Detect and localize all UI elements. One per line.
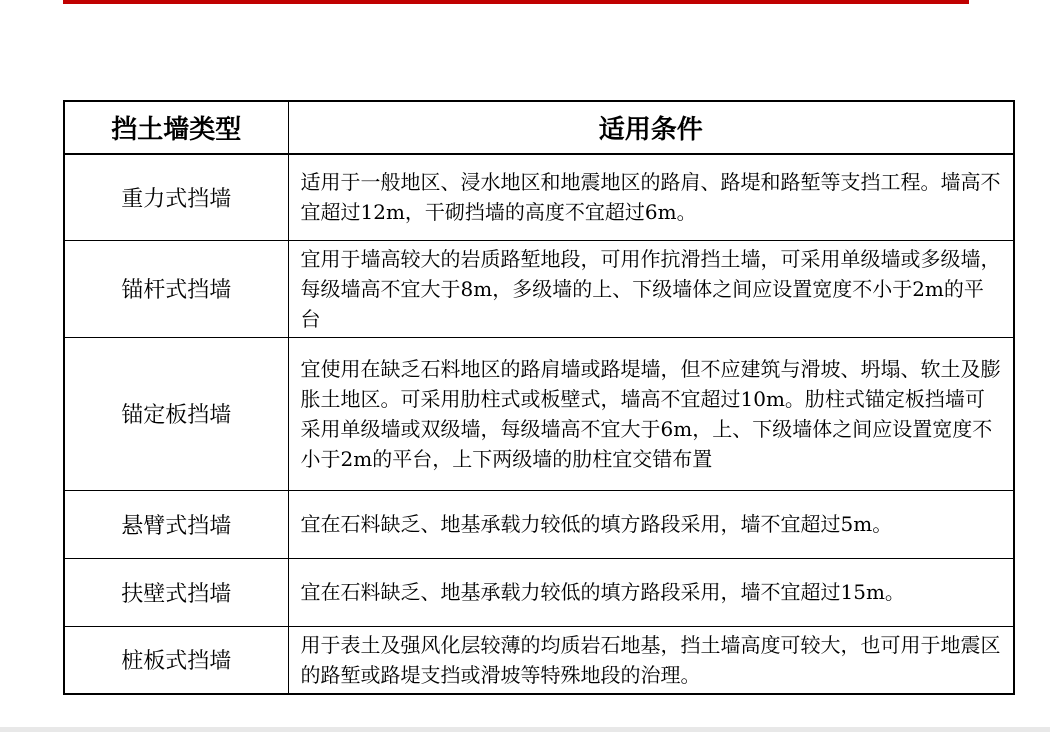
table-row <box>64 490 1014 558</box>
condition-text: 宜在石料缺乏、地基承载力较低的填方路段采用，墙不宜超过5m。 <box>300 512 893 536</box>
bottom-gray-band <box>0 727 1050 732</box>
table-row <box>64 626 1014 694</box>
table-row <box>64 337 1014 490</box>
table-header-row <box>64 101 1014 154</box>
condition-text: 用于表土及强风化层较薄的均质岩石地基，挡土墙高度可较大，也可用于地震区的路堑或路堤支挡或滑坡等特殊地段的治理。 <box>300 632 1001 687</box>
table-row <box>64 154 1014 240</box>
header-wall-type: 挡土墙类型 <box>64 101 288 154</box>
wall-type-cell: 悬臂式挡墙 <box>64 490 288 558</box>
condition-text: 宜在石料缺乏、地基承载力较低的填方路段采用，墙不宜超过15m。 <box>300 580 905 604</box>
condition-cell <box>288 154 1014 240</box>
condition-text: 适用于一般地区、浸水地区和地震地区的路肩、路堤和路堑等支挡工程。墙高不宜超过12m，干砌挡墙的高度不宜超过6m。 <box>300 170 1001 225</box>
condition-cell <box>288 490 1014 558</box>
retaining-wall-table <box>63 100 1015 695</box>
condition-cell <box>288 337 1014 490</box>
condition-text: 宜用于墙高较大的岩质路堑地段，可用作抗滑挡土墙，可采用单级墙或多级墙，每级墙高不宜大于8m，多级墙的上、下级墙体之间应设置宽度不小于2m的平台 <box>300 246 1001 331</box>
wall-type-cell: 锚定板挡墙 <box>64 337 288 490</box>
wall-type-cell: 桩板式挡墙 <box>64 626 288 694</box>
wall-type-cell: 重力式挡墙 <box>64 154 288 240</box>
wall-type-cell: 扶壁式挡墙 <box>64 558 288 626</box>
wall-type-cell: 锚杆式挡墙 <box>64 240 288 337</box>
condition-cell <box>288 626 1014 694</box>
condition-cell <box>288 558 1014 626</box>
header-applicable-conditions: 适用条件 <box>288 101 1014 154</box>
table-row <box>64 558 1014 626</box>
condition-cell <box>288 240 1014 337</box>
condition-text: 宜使用在缺乏石料地区的路肩墙或路堤墙，但不应建筑与滑坡、坍塌、软土及膨胀土地区。可采用肋柱式或板壁式，墙高不宜超过10m。肋柱式锚定板挡墙可采用单级墙或双级墙，每级墙高不宜大于6m，上、下级墙体之间应设置宽度不小于2m的平台，上下两级墙的肋柱宜交错布置 <box>300 356 1001 471</box>
table-row <box>64 240 1014 337</box>
top-red-rule <box>63 0 969 4</box>
